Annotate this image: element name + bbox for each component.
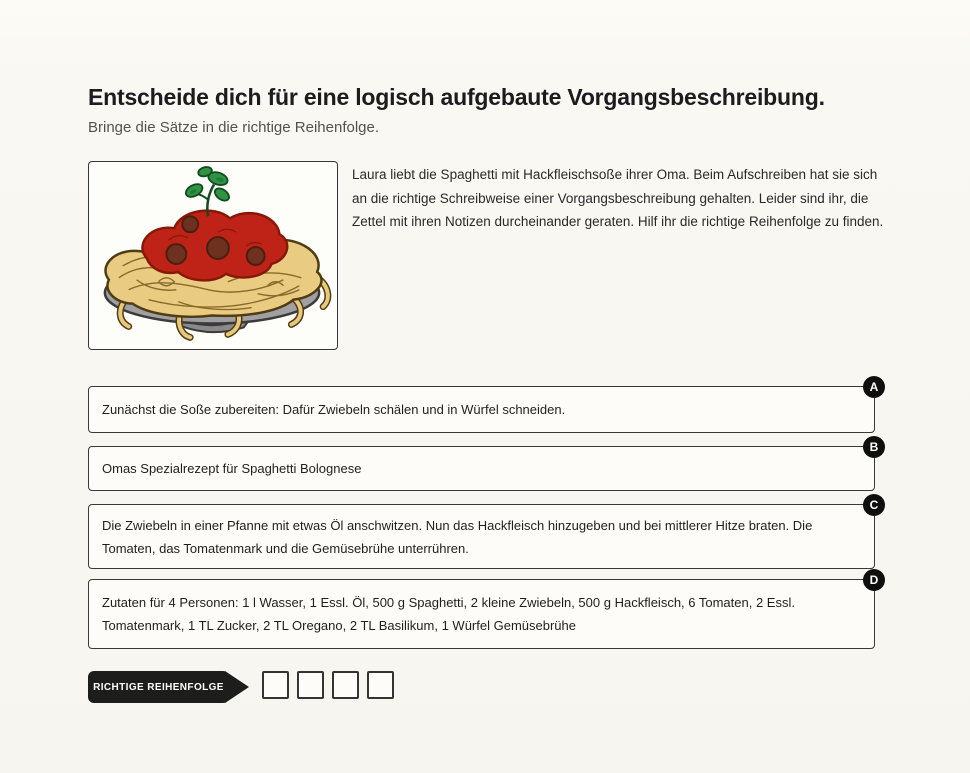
page-title: Entscheide dich für eine logisch aufgebaute Vorgangsbeschreibung. — [88, 84, 825, 110]
answer-banner-label: RICHTIGE REIHENFOLGE — [93, 681, 224, 693]
intro-image-card — [88, 161, 338, 350]
answer-slot-2[interactable] — [297, 671, 324, 699]
sentence-card-a[interactable] — [88, 379, 879, 433]
page-subtitle: Bringe die Sätze in die richtige Reihenfolge. — [88, 119, 380, 136]
card-badge-c: C — [863, 494, 885, 516]
card-badge-d: D — [863, 569, 885, 591]
answer-banner — [88, 671, 229, 703]
sentence-card-b[interactable] — [88, 439, 879, 491]
answer-slot-3[interactable] — [332, 671, 359, 699]
sentence-card-c[interactable] — [88, 497, 879, 569]
spaghetti-plate-icon — [89, 162, 337, 349]
answer-slots — [262, 671, 394, 699]
card-badge-b: B — [863, 436, 885, 458]
answer-slot-4[interactable] — [367, 671, 394, 699]
card-badge-a: A — [863, 376, 885, 398]
sentence-card-b-text: Omas Spezialrezept für Spaghetti Bolognese — [102, 461, 362, 476]
answer-slot-1[interactable] — [262, 671, 289, 699]
sentence-card-d-text: Zutaten für 4 Personen: 1 l Wasser, 1 Essl. Öl, 500 g Spaghetti, 2 kleine Zwiebeln, 500 g Hackfleisch, 6 Tomaten, 2 Essl. Tomatenmark, 1 TL Zucker, 2 TL Oregano, 2 TL Basilikum, 1 Würfel Gemüsebrühe — [102, 595, 795, 633]
intro-text: Laura liebt die Spaghetti mit Hackfleischsoße ihrer Oma. Beim Aufschreiben hat sie sich an die richtige Schreibweise einer Vorgangsbeschreibung gehalten. Leider sind ihr, die Zettel mit ihren Notizen durcheinander geraten. Hilf ihr die richtige Reihenfolge zu finden. — [352, 167, 884, 229]
sentence-card-a-text: Zunächst die Soße zubereiten: Dafür Zwiebeln schälen und in Würfel schneiden. — [102, 402, 566, 417]
sentence-card-d[interactable] — [88, 572, 879, 649]
sentence-card-c-text: Die Zwiebeln in einer Pfanne mit etwas Öl anschwitzen. Nun das Hackfleisch hinzugeben und bei mittlerer Hitze braten. Die Tomaten, das Tomatenmark und die Gemüsebrühe unterrühren. — [102, 517, 813, 556]
